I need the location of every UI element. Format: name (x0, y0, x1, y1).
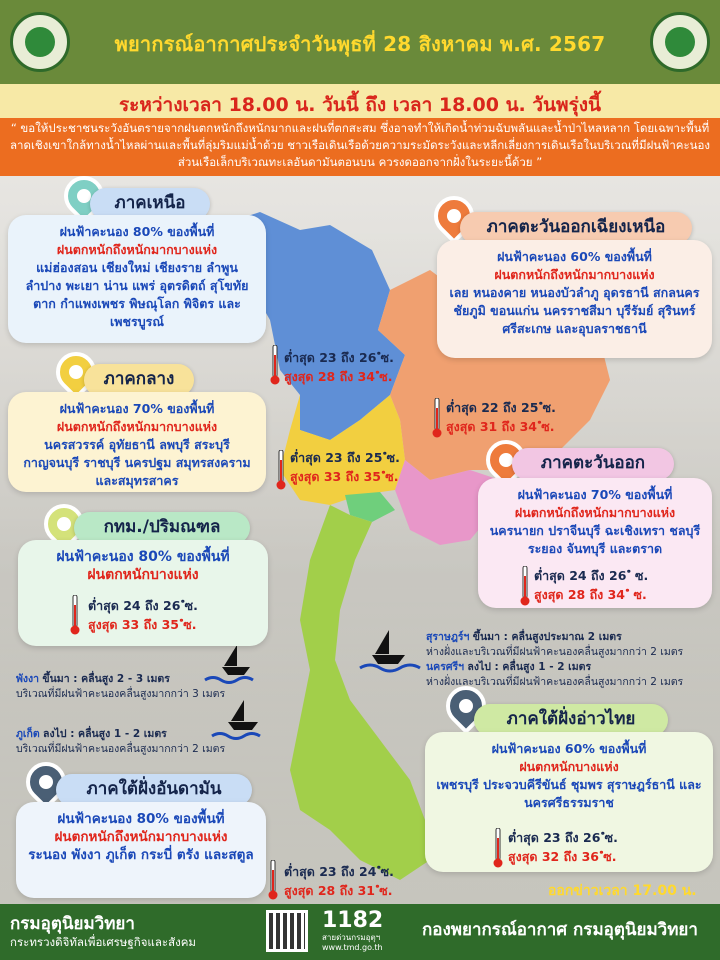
sea-nakhon-label: ลงไป : คลื่นสูง 1 - 2 เมตร (467, 661, 592, 673)
south-gulf-areas: เพชรบุรี ประจวบคีรีขันธ์ ชุมพร สุราษฎร์ธานี และนครศรีธรรมราช (436, 777, 702, 810)
footer-ministry: กระทรวงดิจิทัลเพื่อเศรษฐกิจและสังคม (10, 935, 196, 949)
northeast-areas: เลย หนองคาย หนองบัวลำภู อุดรธานี สกลนคร ชัยภูมิ ขอนแก่น นครราชสีมา บุรีรัมย์ สุรินทร์ ศรีสะเกษ และอุบลราชธานี (449, 285, 700, 336)
website-link[interactable]: www.tmd.go.th (322, 943, 383, 952)
north-warning: ฝนตกหนักถึงหนักมากบางแห่ง (56, 242, 218, 257)
thermometer-icon (70, 595, 80, 635)
thermometer-icon (268, 860, 278, 900)
sea-phuket-label: ลงไป : คลื่นสูง 1 - 2 เมตร (43, 728, 167, 740)
bkk-rain: ฝนฟ้าคะนอง 80% ของพื้นที่ (56, 549, 230, 565)
central-high: สูงสุด 33 ถึง 35 ํซ. (290, 469, 399, 484)
south-gulf-high: สูงสุด 32 ถึง 36 ํซ. (508, 849, 617, 864)
page-title: พยากรณ์อากาศประจำวันพุธที่ 28 สิงหาคม พ.ศ. 2567 (114, 32, 606, 56)
sea-phangnga-label: ขึ้นมา : คลื่นสูง 2 - 3 เมตร (42, 673, 170, 685)
northeast-high: สูงสุด 31 ถึง 34 ํซ. (446, 419, 555, 434)
east-high: สูงสุด 28 ถึง 34 ํ ซ. (534, 587, 647, 602)
central-areas: นครสวรรค์ อุทัยธานี ลพบุรี สระบุรี กาญจนบุรี ราชบุรี นครปฐม สมุทรสงคราม และสมุทรสาคร (23, 437, 251, 488)
east-areas: นครนายก ปราจีนบุรี ฉะเชิงเทรา ชลบุรี ระยอง จันทบุรี และตราด (489, 523, 701, 556)
thermometer-icon (493, 828, 503, 868)
sea-surat-place: สุราษฎร์ฯ (426, 631, 470, 643)
bkk-temp (88, 596, 198, 634)
northeast-rain: ฝนฟ้าคะนอง 60% ของพื้นที่ (497, 249, 652, 264)
south-gulf-rain: ฝนฟ้าคะนอง 60% ของพื้นที่ (491, 741, 647, 756)
sea-surat (426, 630, 716, 660)
sea-surat-label: ขึ้นมา : คลื่นสูงประมาณ 2 เมตร (472, 631, 622, 643)
east-rain: ฝนฟ้าคะนอง 70% ของพื้นที่ (517, 487, 673, 502)
south-andaman-low: ต่ำสุด 23 ถึง 24 ํซ. (284, 864, 394, 879)
south-andaman-rain: ฝนฟ้าคะนอง 80% ของพื้นที่ (57, 811, 225, 827)
sea-surat-note: ห่างฝั่งและบริเวณที่มีฝนฟ้าคะนองคลื่นสูงมากกว่า 2 เมตร (426, 646, 684, 658)
south-gulf-title: ภาคใต้ฝั่งอ่าวไทย (474, 704, 668, 736)
hotline-note-label: สายด่วนกรมอุตุฯ (322, 933, 381, 942)
bkk-low: ต่ำสุด 24 ถึง 26 ํซ. (88, 598, 198, 613)
south-gulf-low: ต่ำสุด 23 ถึง 26 ํซ. (508, 830, 618, 845)
thermometer-icon (520, 566, 530, 606)
sea-nakhon-note: ห่างฝั่งและบริเวณที่มีฝนฟ้าคะนองคลื่นสูงมากกว่า 2 เมตร (426, 676, 684, 688)
sea-phangnga-note: บริเวณที่มีฝนฟ้าคะนองคลื่นสูงมากกว่า 3 เมตร (16, 688, 226, 700)
east-title: ภาคตะวันออก (512, 448, 674, 480)
south-andaman-areas: ระนอง พังงา ภูเก็ต กระบี่ ตรัง และสตูล (28, 847, 254, 863)
north-low: ต่ำสุด 23 ถึง 26 ํซ. (284, 350, 394, 365)
sea-phuket-place: ภูเก็ต (16, 728, 40, 740)
east-warning: ฝนตกหนักถึงหนักมากบางแห่ง (514, 505, 676, 520)
forecast-period: ระหว่างเวลา 18.00 น. วันนี้ ถึง เวลา 18.00 น. วันพรุ่งนี้ (118, 94, 602, 116)
hotline-number: 1182 (322, 908, 384, 933)
warning-notice: “ ขอให้ประชาชนระวังอันตรายจากฝนตกหนักถึงหนักมากและฝนที่ตกสะสม ซึ่งอาจทำให้เกิดน้ำท่วมฉับพลันและน้ำป่าไหลหลาก โดยเฉพาะพื้นที่ลาดเชิงเขาใกล้ทางน้ำไหลผ่านและพื้นที่ลุ่มริมแม่น้ำด้วย ชาวเรือเดินเรือด้วยความระมัดระวังและหลีกเลี่ยงการเดินเรือในบริเวณที่มีฝนฟ้าคะนอง ส่วนเรือเล็กบริเวณทะเลอันดามันตอนบน ควรงดออกจากฝั่งในระยะนี้ด้วย ” (0, 118, 720, 176)
south-gulf-warning: ฝนตกหนักบางแห่ง (519, 759, 619, 774)
northeast-low: ต่ำสุด 22 ถึง 25 ํซ. (446, 400, 556, 415)
bkk-high: สูงสุด 33 ถึง 35 ํซ. (88, 617, 197, 632)
south-andaman-warning: ฝนตกหนักถึงหนักมากบางแห่ง (54, 829, 228, 845)
northeast-warning: ฝนตกหนักถึงหนักมากบางแห่ง (494, 267, 655, 282)
east-low: ต่ำสุด 24 ถึง 26 ํ ซ. (534, 568, 649, 583)
sea-phuket-note: บริเวณที่มีฝนฟ้าคะนองคลื่นสูงมากกว่า 2 เมตร (16, 743, 226, 755)
sea-phangnga (16, 672, 276, 702)
sea-phuket (16, 727, 276, 757)
north-temp (284, 348, 394, 386)
northeast-temp (446, 398, 556, 436)
south-andaman-title: ภาคใต้ฝั่งอันดามัน (56, 774, 252, 806)
north-title: ภาคเหนือ (90, 188, 210, 220)
south-andaman-temp (284, 862, 394, 900)
central-temp (290, 448, 400, 486)
central-warning: ฝนตกหนักถึงหนักมากบางแห่ง (56, 419, 218, 434)
north-high: สูงสุด 28 ถึง 34 ํซ. (284, 369, 393, 384)
northeast-box (437, 240, 712, 358)
footer-division: กองพยากรณ์อากาศ กรมอุตุนิยมวิทยา (422, 920, 698, 940)
north-box (8, 215, 266, 343)
central-title: ภาคกลาง (84, 364, 194, 396)
qr-code-icon[interactable] (266, 910, 308, 952)
sea-phangnga-place: พังงา (16, 673, 40, 685)
bkk-warning: ฝนตกหนักบางแห่ง (87, 567, 199, 583)
sea-nakhon-place: นครศรีฯ (426, 661, 465, 673)
thermometer-icon (270, 345, 280, 385)
footer-org: กรมอุตุนิยมวิทยา (10, 914, 135, 934)
thermometer-icon (276, 450, 286, 490)
north-rain: ฝนฟ้าคะนอง 80% ของพื้นที่ (59, 224, 215, 239)
central-rain: ฝนฟ้าคะนอง 70% ของพื้นที่ (59, 401, 215, 416)
central-box (8, 392, 266, 492)
south-andaman-high: สูงสุด 28 ถึง 31 ํซ. (284, 883, 393, 898)
south-andaman-box (16, 802, 266, 898)
north-areas: แม่ฮ่องสอน เชียงใหม่ เชียงราย ลำพูน ลำปาง พะเยา น่าน แพร่ อุตรดิตถ์ สุโขทัย ตาก กำแพงเพชร พิษณุโลก พิจิตร และเพชรบูรณ์ (25, 260, 249, 329)
central-low: ต่ำสุด 23 ถึง 25 ํซ. (290, 450, 400, 465)
east-temp (534, 566, 648, 604)
hotline-note (322, 933, 383, 953)
bkk-title: กทม./ปริมณฑล (74, 512, 250, 544)
northeast-title: ภาคตะวันออกเฉียงเหนือ (460, 212, 692, 244)
thermometer-icon (432, 398, 442, 438)
issue-time: ออกข่าวเวลา 17.00 น. (548, 883, 697, 899)
south-gulf-temp (508, 828, 618, 866)
